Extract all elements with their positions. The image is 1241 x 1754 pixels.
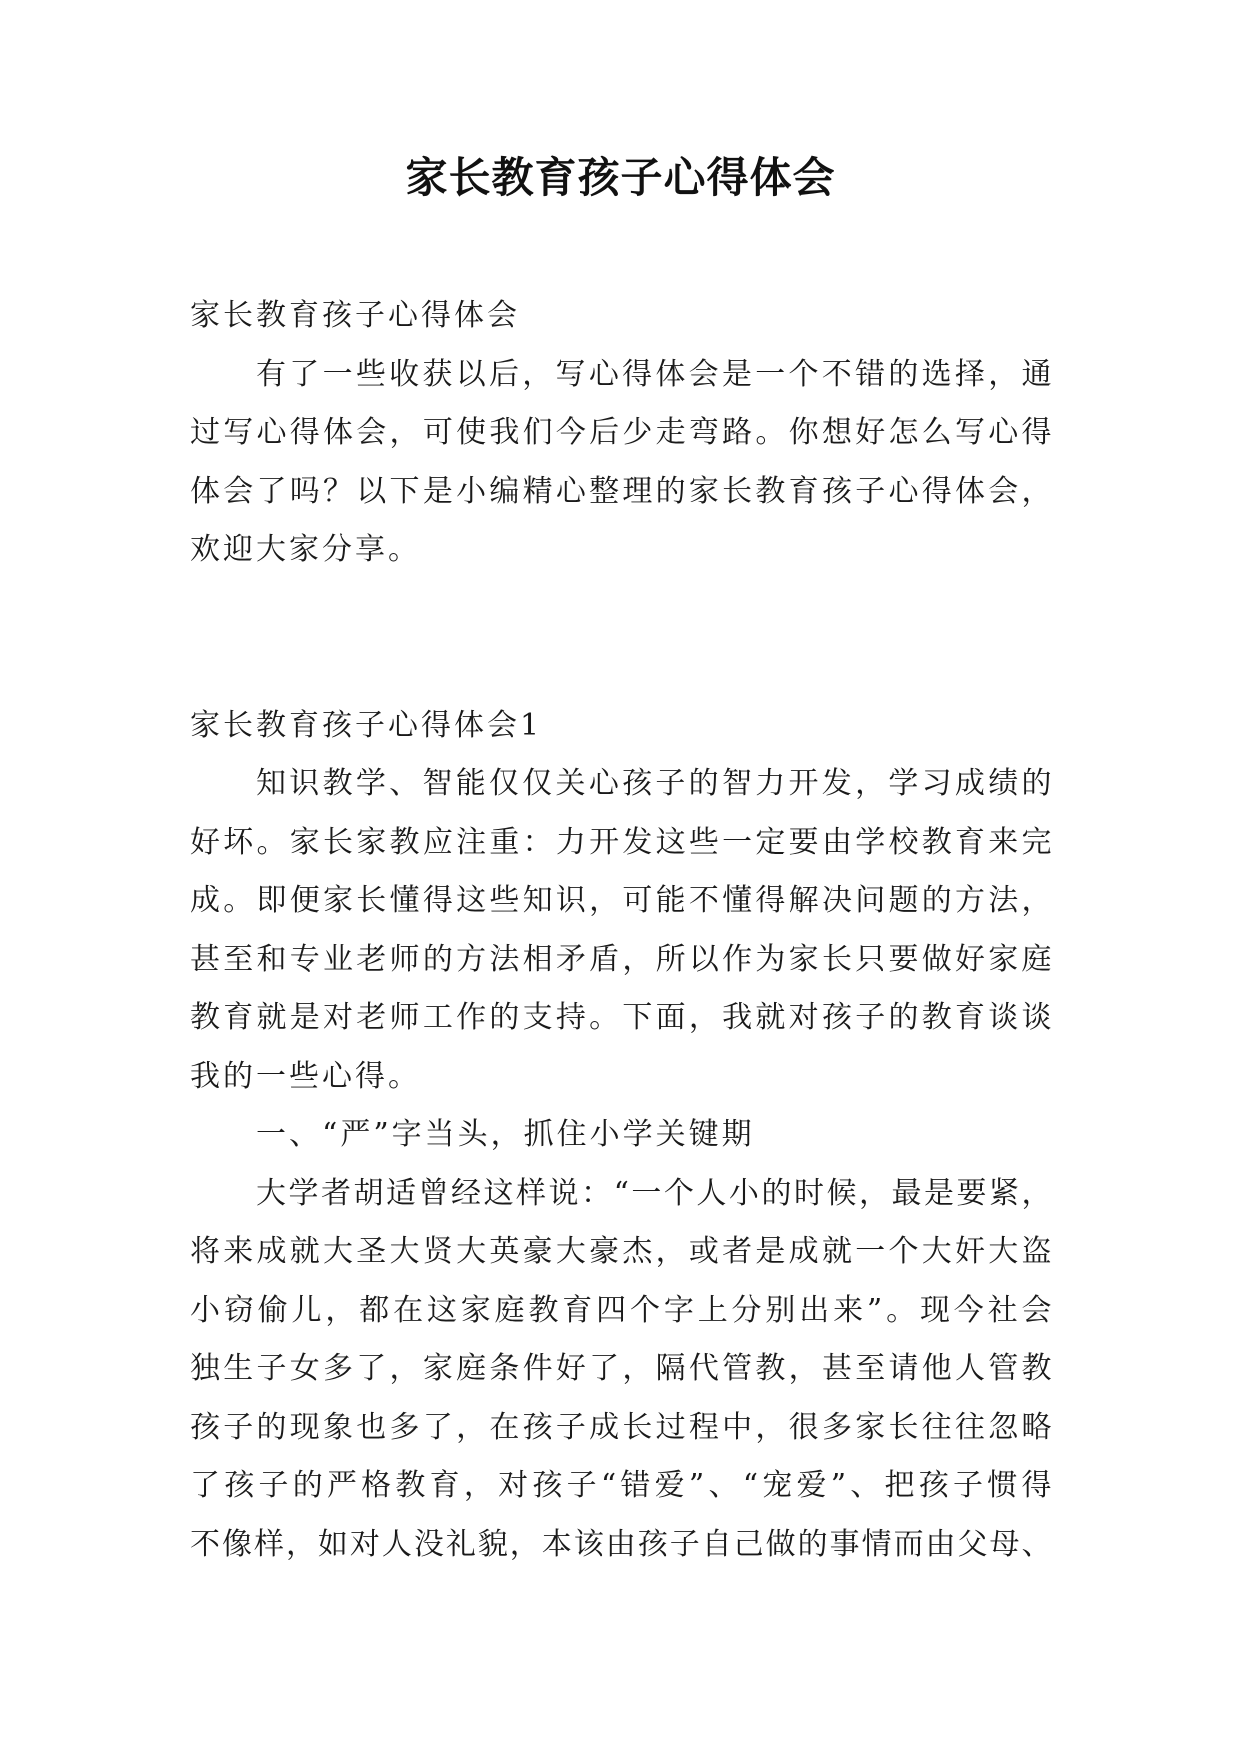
paragraph-line: 过写心得体会，可使我们今后少走弯路。你想好怎么写心得 xyxy=(190,415,1052,450)
blank-space xyxy=(190,580,1052,697)
paragraph-line: 体会了吗？以下是小编精心整理的家长教育孩子心得体会， xyxy=(190,473,1052,509)
body-paragraph xyxy=(190,1165,1052,1575)
paragraph-line: 甚至和专业老师的方法相矛盾，所以作为家长只要做好家庭 xyxy=(190,941,1052,977)
paragraph-line: 孩子的现象也多了，在孩子成长过程中，很多家长往往忽略 xyxy=(190,1409,1052,1445)
paragraph-line: 教育就是对老师工作的支持。下面，我就对孩子的教育谈谈 xyxy=(190,1000,1052,1035)
paragraph-line: 了孩子的严格教育，对孩子“错爱”、“宠爱”、把孩子惯得 xyxy=(190,1468,1052,1503)
paragraph-line: 不像样，如对人没礼貌，本该由孩子自己做的事情而由父母、 xyxy=(190,1526,1052,1562)
paragraph-line: 好坏。家长家教应注重：力开发这些一定要由学校教育来完 xyxy=(190,824,1052,860)
document-title: 家长教育孩子心得体会 xyxy=(405,153,836,202)
heading-text: 家长教育孩子心得体会 xyxy=(190,298,520,333)
heading-text: 家长教育孩子心得体会1 xyxy=(190,707,543,743)
paragraph-line: 知识教学、智能仅仅关心孩子的智力开发，学习成绩的 xyxy=(256,766,1052,801)
paragraph-line: 我的一些心得。 xyxy=(190,1058,421,1094)
paragraph-line: 将来成就大圣大贤大英豪大豪杰，或者是成就一个大奸大盗 xyxy=(190,1234,1052,1269)
paragraph-line: 独生子女多了，家庭条件好了，隔代管教，甚至请他人管教 xyxy=(190,1351,1052,1386)
subsection-heading xyxy=(190,1106,1052,1165)
paragraph-line: 成。即便家长懂得这些知识，可能不懂得解决问题的方法， xyxy=(190,883,1052,918)
body-paragraph xyxy=(190,755,1052,1106)
paragraph-line: 一、“严”字当头，抓住小学关键期 xyxy=(256,1117,755,1152)
paragraph-line: 大学者胡适曾经这样说：“一个人小的时候，最是要紧， xyxy=(256,1175,1052,1211)
section-heading xyxy=(190,697,1052,756)
section-heading xyxy=(190,287,1052,346)
intro-paragraph xyxy=(190,346,1052,580)
paragraph-line: 欢迎大家分享。 xyxy=(190,532,421,567)
paragraph-line: 小窃偷儿，都在这家庭教育四个字上分别出来”。现今社会 xyxy=(190,1292,1052,1328)
paragraph-line: 有了一些收获以后，写心得体会是一个不错的选择，通 xyxy=(256,356,1052,392)
document-body xyxy=(190,287,1052,1574)
